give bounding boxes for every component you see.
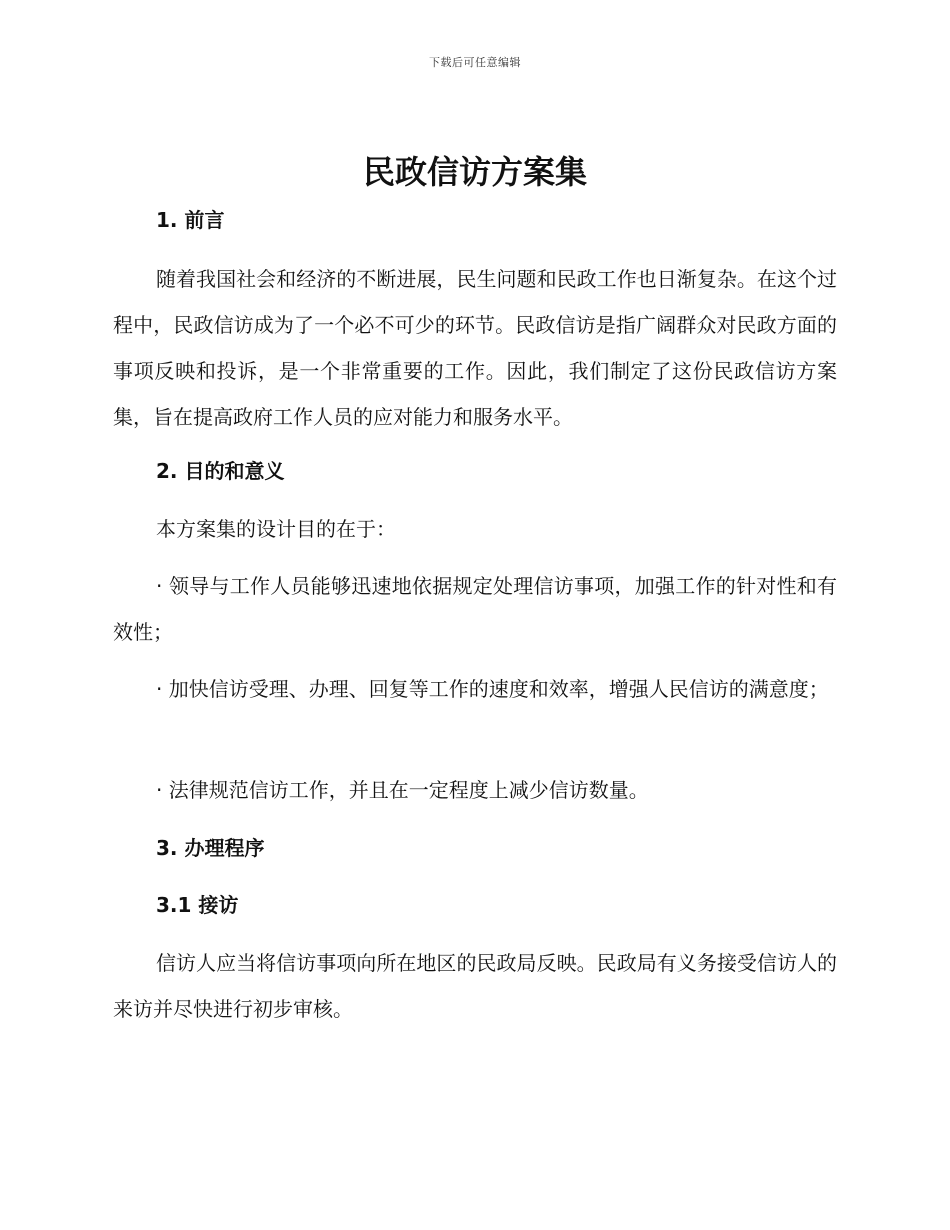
page-header-watermark: 下载后可任意编辑 (429, 56, 521, 69)
purpose-bullet-3: · 法律规范信访工作，并且在一定程度上减少信访数量。 (156, 778, 649, 802)
preface-paragraph: 随着我国社会和经济的不断进展，民生问题和民政工作也日渐复杂。在这个过程中，民政信访成为了一个必不可少的环节。民政信访是指广阔群众对民政方面的事项反映和投诉，是一个非常重要的工作。因此，我们制定了这份民政信访方案集，旨在提高政府工作人员的应对能力和服务水平。 (113, 267, 837, 429)
purpose-intro: 本方案集的设计目的在于： (156, 517, 396, 541)
purpose-bullet-2: · 加快信访受理、办理、回复等工作的速度和效率，增强人民信访的满意度； (156, 677, 829, 701)
document-title: 民政信访方案集 (362, 153, 587, 191)
reception-paragraph: 信访人应当将信访事项向所在地区的民政局反映。民政局有义务接受信访人的来访并尽快进行初步审核。 (113, 951, 837, 1021)
subsection-heading-reception: 3.1 接访 (156, 893, 239, 917)
section-heading-preface: 1. 前言 (156, 208, 225, 232)
section-heading-purpose: 2. 目的和意义 (156, 459, 285, 483)
section-heading-procedure: 3. 办理程序 (156, 836, 265, 860)
purpose-bullet-1: · 领导与工作人员能够迅速地依据规定处理信访事项，加强工作的针对性和有效性； (113, 574, 837, 644)
